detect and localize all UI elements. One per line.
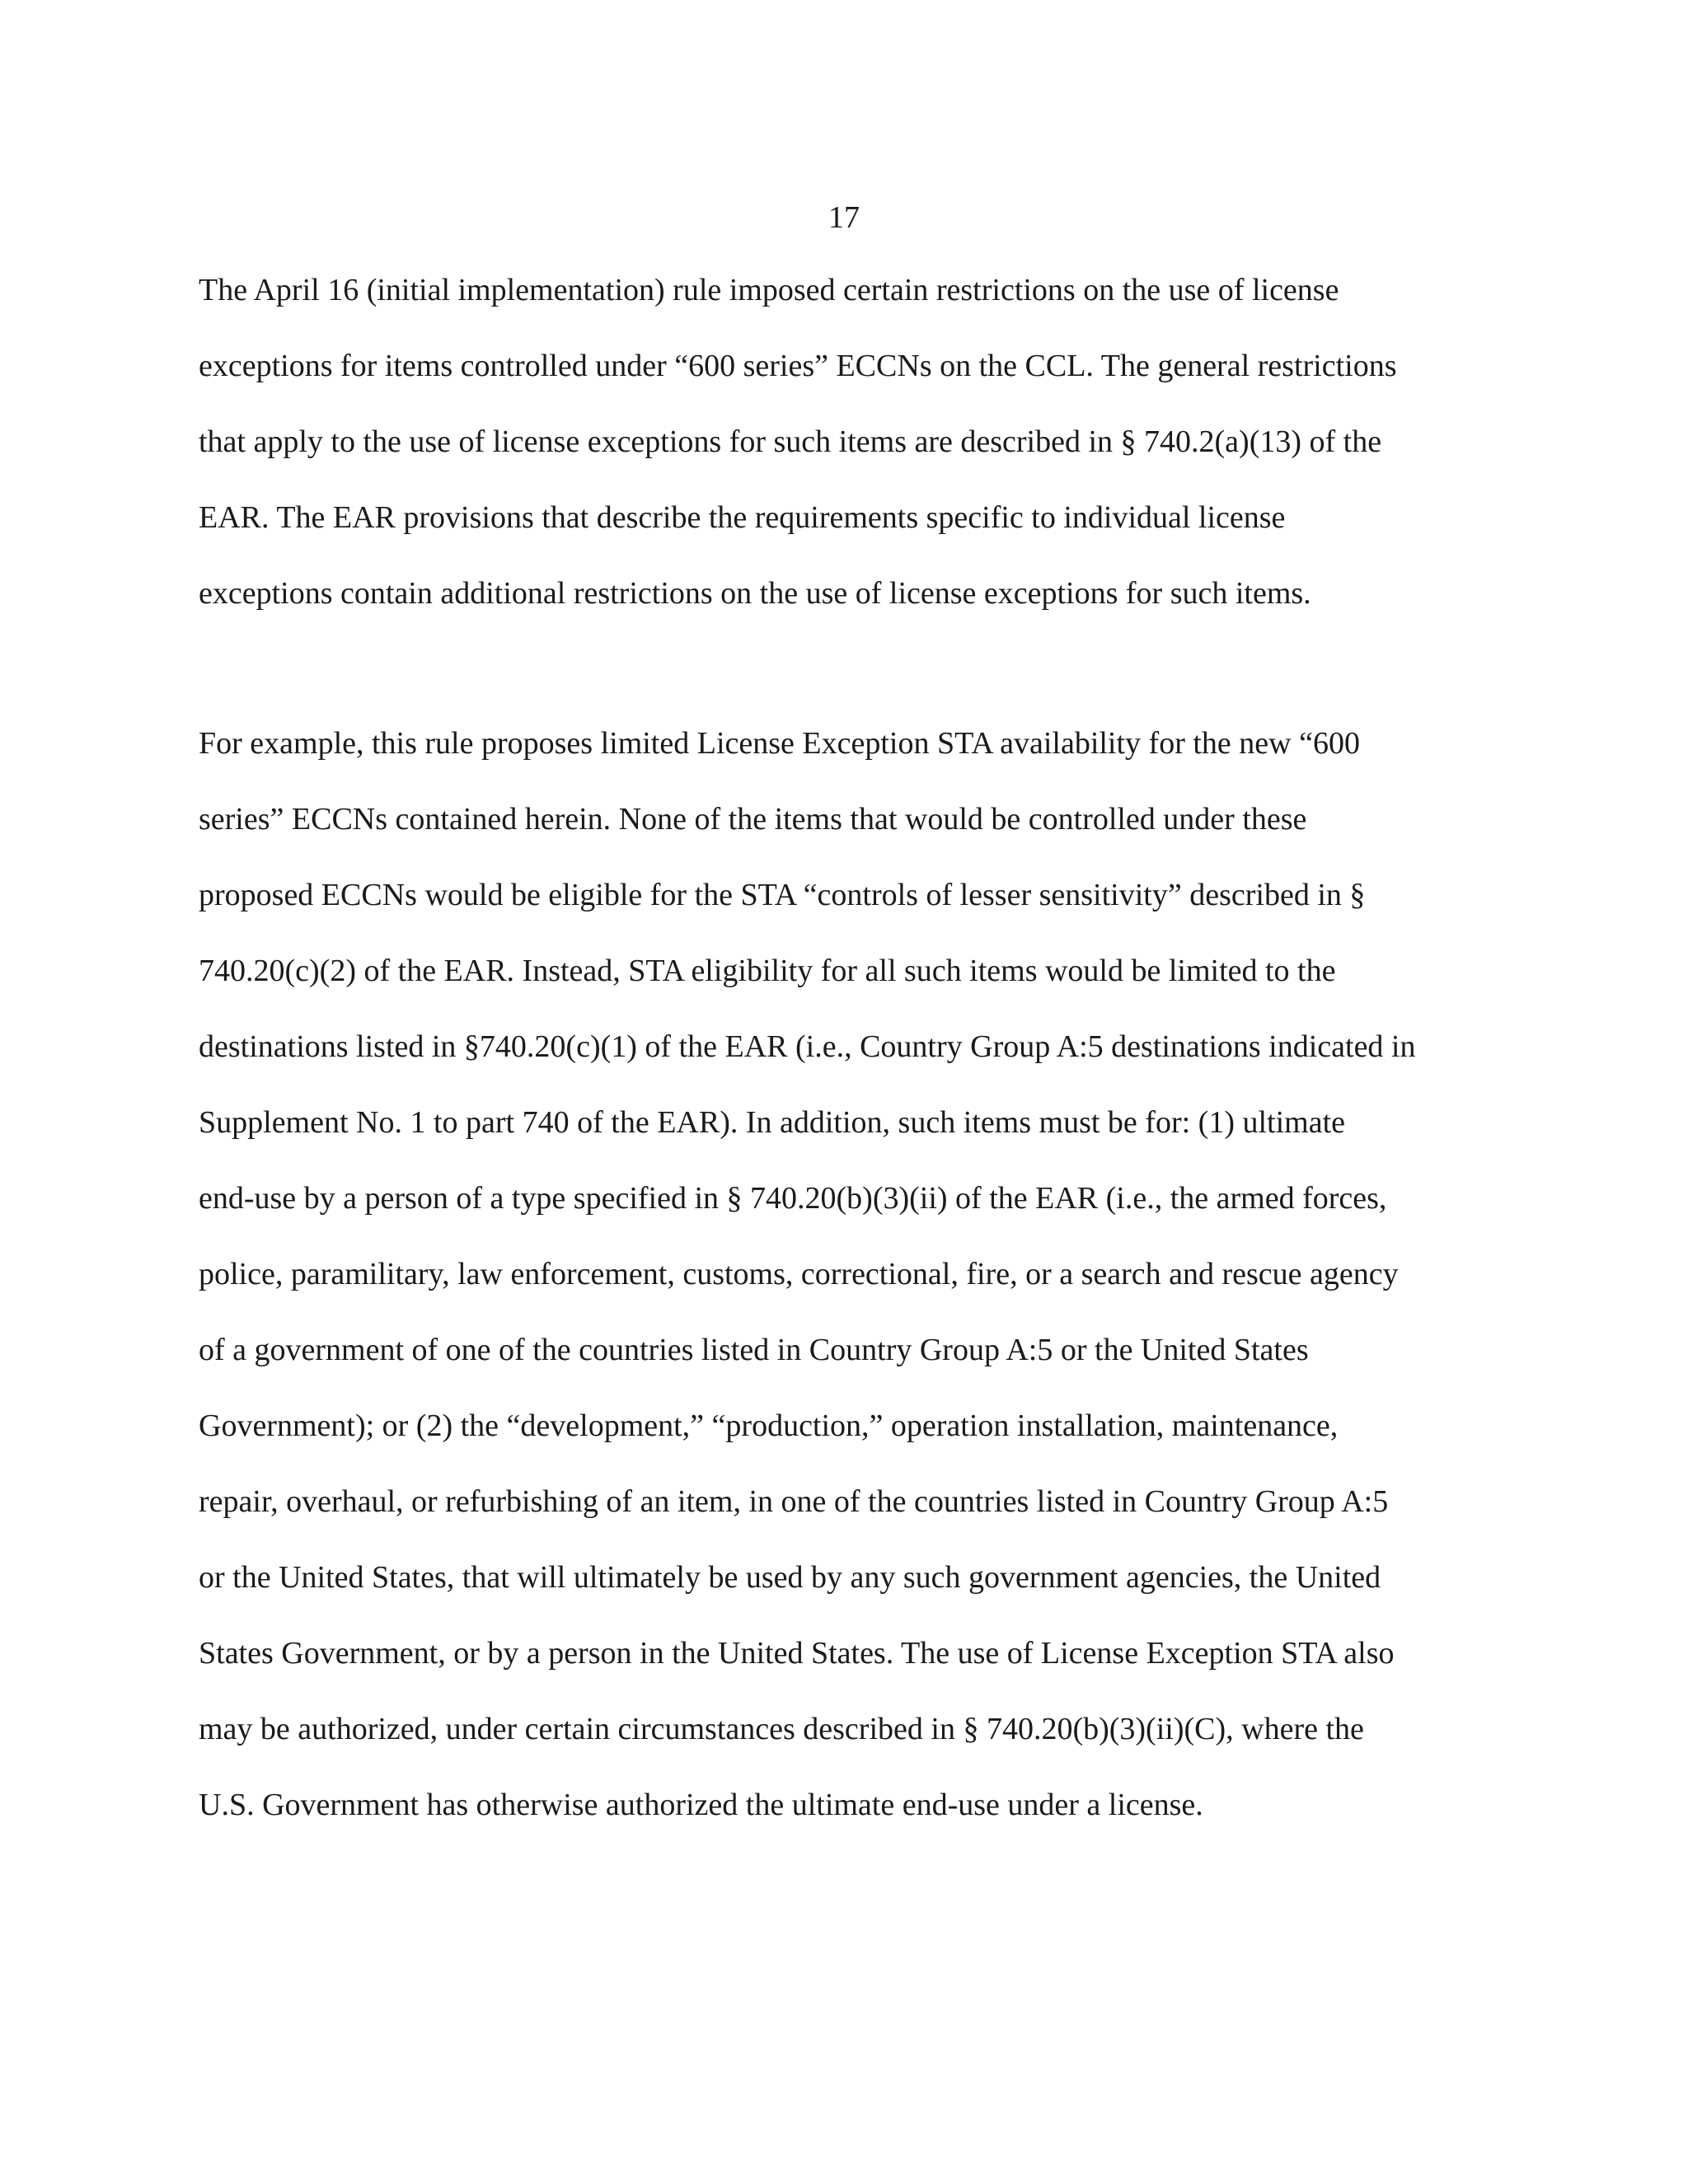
text-line: end-use by a person of a type specified in § 740.20(b)(3)(ii) of the EAR (i.e., the armed forces,	[199, 1181, 1387, 1216]
page-number: 17	[828, 200, 860, 235]
text-line: States Government, or by a person in the United States. The use of License Exception STA also	[199, 1636, 1395, 1671]
text-line: Supplement No. 1 to part 740 of the EAR). In addition, such items must be for: (1) ultimate	[199, 1105, 1345, 1140]
text-line: proposed ECCNs would be eligible for the STA “controls of lesser sensitivity” described in §	[199, 878, 1366, 912]
text-line: exceptions contain additional restrictions on the use of license exceptions for such items.	[199, 576, 1311, 611]
text-line: EAR. The EAR provisions that describe the requirements specific to individual license	[199, 500, 1286, 535]
text-line: may be authorized, under certain circumstances described in § 740.20(b)(3)(ii)(C), where the	[199, 1712, 1364, 1746]
text-line: Government); or (2) the “development,” “production,” operation installation, maintenance,	[199, 1408, 1339, 1443]
text-line: repair, overhaul, or refurbishing of an item, in one of the countries listed in Country Group A:5	[199, 1484, 1389, 1519]
text-line: or the United States, that will ultimately be used by any such government agencies, the United	[199, 1560, 1381, 1595]
text-line: The April 16 (initial implementation) rule imposed certain restrictions on the use of license	[199, 273, 1339, 307]
text-line: For example, this rule proposes limited License Exception STA availability for the new “600	[199, 726, 1360, 761]
text-line: of a government of one of the countries listed in Country Group A:5 or the United States	[199, 1333, 1309, 1367]
text-line: destinations listed in §740.20(c)(1) of the EAR (i.e., Country Group A:5 destinations indicated in	[199, 1029, 1416, 1064]
text-line: series” ECCNs contained herein. None of the items that would be controlled under these	[199, 802, 1307, 837]
text-line: U.S. Government has otherwise authorized the ultimate end-use under a license.	[199, 1788, 1203, 1822]
text-line: police, paramilitary, law enforcement, customs, correctional, fire, or a search and rescue agency	[199, 1257, 1399, 1291]
text-line: that apply to the use of license exceptions for such items are described in § 740.2(a)(13) of the	[199, 424, 1382, 459]
text-line: 740.20(c)(2) of the EAR. Instead, STA eligibility for all such items would be limited to the	[199, 954, 1336, 988]
paragraph-2	[199, 722, 1416, 1859]
paragraph-1	[199, 269, 1396, 648]
text-line: exceptions for items controlled under “600 series” ECCNs on the CCL. The general restrictions	[199, 349, 1397, 383]
